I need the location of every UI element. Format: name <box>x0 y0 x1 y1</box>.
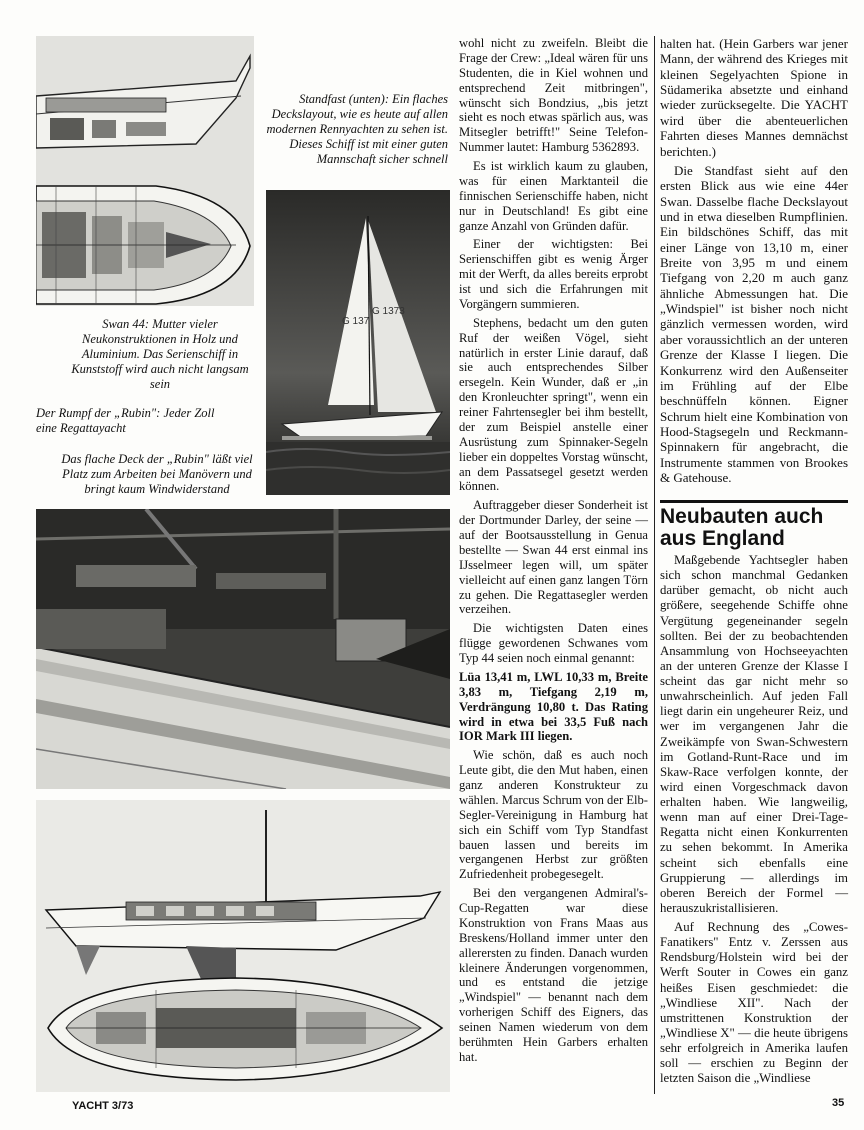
text-column-2-top <box>660 36 848 489</box>
headline-rule <box>660 500 848 503</box>
sail-number-left: G 137 <box>342 316 370 327</box>
caption-standfast: Standfast (unten): Ein flaches Deckslayout, wie es heute auf allen modernen Rennyachten zu sehen ist. Dieses Schiff ist mit einer guten Mannschaft sicher schnell <box>266 92 448 166</box>
standfast-drawings <box>36 800 450 1092</box>
caption-rumpf: Der Rumpf der „Rubin": Jeder Zoll eine Regattayacht <box>36 406 215 435</box>
hull-construction-photo <box>36 509 450 789</box>
paragraph: Es ist wirklich kaum zu glauben, was für einen Marktanteil die finnischen Serienschiffe haben, nicht nur in Deutschland! Es gibt eine ganze Anzahl von Gründen dafür. <box>459 159 648 233</box>
page-number: 35 <box>832 1097 845 1109</box>
column-divider <box>654 36 655 1094</box>
paragraph: Bei den vergangenen Admiral's-Cup-Regatten war diese Konstruktion von Frans Maas aus Breskens/Holland immer unter den allerersten zu finden. Danach wurden kleinere Änderungen vorgenommen, und es entstand die jetzige „Windspiel" — benannt nach dem vorherigen Schiff des Eigners, das seinen Namen wiederum von dem berühmten Hein Garbers erhalten hat. <box>459 886 648 1064</box>
text-column-1 <box>459 36 648 1069</box>
footer-issue: YACHT 3/73 <box>72 1100 134 1112</box>
swan-deck-plan-drawing <box>36 36 254 306</box>
boat-specs-paragraph: Lüa 13,41 m, LWL 10,33 m, Breite 3,83 m, Tiefgang 2,19 m, Verdrängung 10,80 t. Das Rating wird in etwa bei 33,5 Fuß nach IOR Mark III liegen. <box>459 669 648 744</box>
paragraph: halten hat. (Hein Garbers war jener Mann, der während des Krieges mit kleinen Segelyachten Spione in Südamerika absetzte und einhand wieder zurücksegelte. Die YACHT wird über die abenteuerlichen Fahrten dieses Mannes demnächst berichten.) <box>660 36 848 159</box>
paragraph: Auftraggeber dieser Sonderheit ist der Dortmunder Darley, der seine — auf der Bootsausstellung in Genua bestellte — Swan 44 erst einmal ins IJsselmeer legen will, um später vielleicht auf einen ganz langen Törn zu gehen. Die Regattasegler werden verzeihen. <box>459 498 648 617</box>
paragraph: Die Standfast sieht auf den ersten Blick aus wie eine 44er Swan. Dasselbe flache Deckslayout und in etwa dieselben Rumpflinien. Ein bildschönes Schiff, das mit einer Länge von 13,10 m, einer Breite von 3,95 m und einem Tiefgang von 2,20 m auch ganz ähnliche Abmessungen hat. Die „Windspiel" ist bisher noch nicht gänzlich vermessen worden, wird aber voraussichtlich an der unteren Grenze der Klasse I liegen. Die Konkurrenz wird den Außenseiter im Frühling auf der Elbe beschnüffeln können. Eigner Schrum hielt eine Kombination von Hood-Stagsegeln und Reckmann-Spinnakern für angebracht, die Instrumente stammen von Brookes & Gatehouse. <box>660 162 848 486</box>
paragraph: Einer der wichtigsten: Bei Serienschiffen gibt es wenig Ärger mit der Werft, da alles bereits erprobt ist und sich die Erfahrungen mit Vorgängern summieren. <box>459 237 648 311</box>
sail-number-right: G 1373 <box>372 306 405 317</box>
paragraph: Auf Rechnung des „Cowes-Fanatikers" Entz v. Zerssen aus Rendsburg/Holstein wird bei der Werft Souter in Cowes ein ganz heißes Eisen geschmiedet: die „Windliese XII". Nach der umstrittenen Konstruktion der „Windliese X" — die heute übrigens sehr erfolgreich in Amerika laufen soll — erschien zu Beginn der letzten Saison die „Windliese <box>660 920 848 1086</box>
caption-deck: Das flache Deck der „Rubin" läßt viel Platz zum Arbeiten bei Manövern und bringt kaum Windwiderstand <box>61 452 253 496</box>
text-column-2-bottom <box>660 553 848 1090</box>
sailboat-photo <box>266 190 450 495</box>
paragraph: Die wichtigsten Daten eines flügge gewordenen Schwanes vom Typ 44 seien noch einmal genannt: <box>459 621 648 665</box>
section-headline: Neubauten auch aus England <box>660 505 824 550</box>
paragraph: Maßgebende Yachtsegler haben sich schon manchmal Gedanken darüber gemacht, ob nicht auch größere, seegehende Schiffe ohne Vergütung gegeneinander segeln sollten. Bei der zu beobachtenden Ansammlung von Hochseeyachten an der unteren Grenze der Klasse I scheint das gar nicht mehr so unwahrscheinlich. Auf jeden Fall liegt darin ein ungeheurer Reiz, und wer im vergangenen Jahr die Zweikämpfe von Swan-Schwestern im Gotland-Runt-Race und im Skaw-Race verfolgen konnte, der wird einen Vorgeschmack davon erhalten haben. Wie langweilig, wenn man auf einer Drei-Tage-Regatta nicht einen Konkurrenten zu sehen bekommt. In Amerika scheint sich ebenfalls eine Gruppierung — allerdings im oberen Bereich der Formel — herauszukristallisieren. <box>660 553 848 915</box>
paragraph: Stephens, bedacht um den guten Ruf der weißen Vögel, sieht natürlich in erster Linie darauf, daß sie auch entsprechendes Silber ersegeln. Kein Wunder, daß er „in den Kronleuchter springt", wenn ein reiner Fahrtensegler bei ihm bestellt, der zum Beispiel anstelle einer Ausrüstung zum Spinnaker-Segeln lieber ein doppeltes Vorstag wünscht, an dem Passatsegel gesetzt werden können. <box>459 315 648 494</box>
paragraph: Wie schön, daß es auch noch Leute gibt, die den Mut haben, einen ganz anderen Konstrukteur zu wählen. Marcus Schrum von der Elb-Segler-Vereinigung in Hamburg hat sich ein Schiff vom Typ Standfast bauen lassen und bereits im vergangenen Herbst zur größten Zufriedenheit probegesegelt. <box>459 748 648 882</box>
caption-swan: Swan 44: Mutter vieler Neukonstruktionen in Holz und Aluminium. Das Serienschiff in Kunststoff wird auch nicht langsam sein <box>71 317 249 391</box>
paragraph: wohl nicht zu zweifeln. Bleibt die Frage der Crew: „Ideal wären für uns Studenten, die in Kiel wohnen und entsprechend Zeit mitbringen", wünscht sich Bondzius, „bis jetzt sieht es noch etwas spärlich aus, was Mitsegler betrifft!" Seine Telefon-Nummer lautet: Hamburg 5362893. <box>459 36 648 155</box>
